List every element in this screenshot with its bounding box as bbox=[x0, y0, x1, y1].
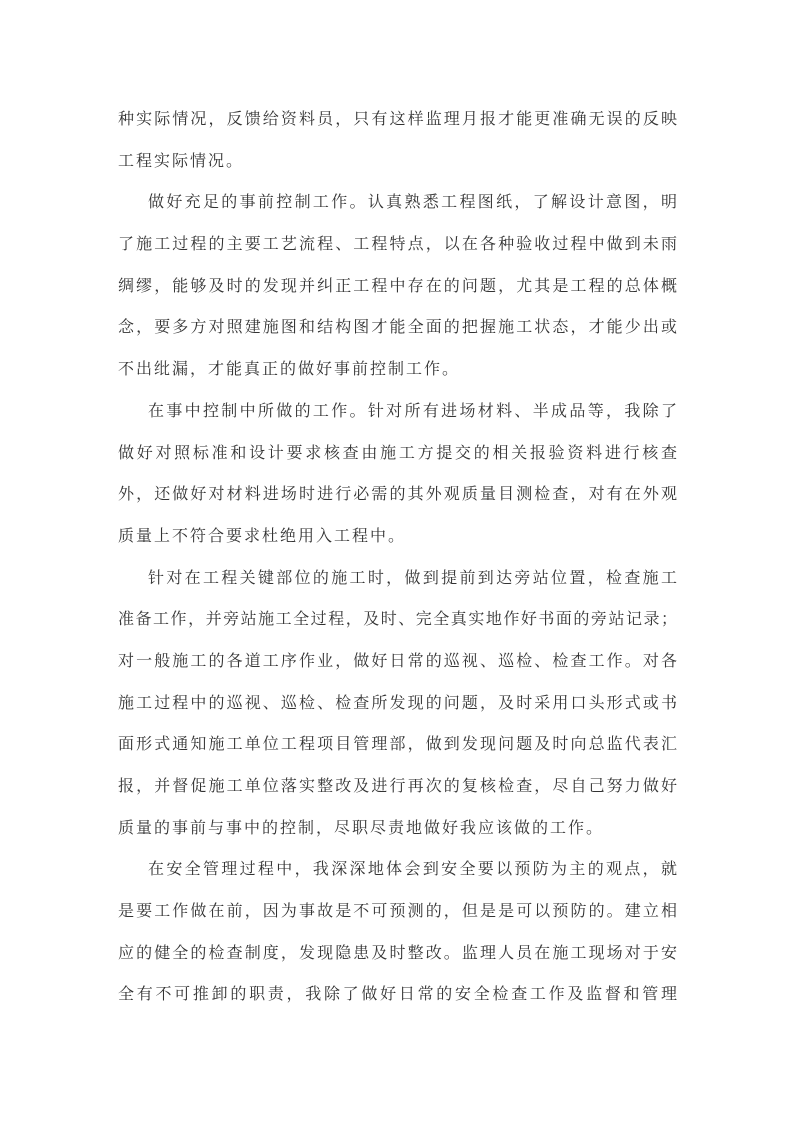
text-line: 对一般施工的各道工序作业，做好日常的巡视、巡检、检查工作。对各 bbox=[118, 650, 677, 670]
text-line: 是要工作做在前，因为事故是不可预测的，但是是可以预防的。建立相 bbox=[118, 901, 677, 921]
body-text bbox=[118, 98, 677, 1015]
text-line: 做好充足的事前控制工作。认真熟悉工程图纸，了解设计意图，明 bbox=[148, 192, 677, 212]
text-line: 质量的事前与事中的控制，尽职尽责地做好我应该做的工作。 bbox=[118, 817, 605, 837]
text-line: 在事中控制中所做的工作。针对所有进场材料、半成品等，我除了 bbox=[148, 400, 677, 420]
text-line: 做好对照标准和设计要求核查由施工方提交的相关报验资料进行核查 bbox=[118, 442, 677, 462]
text-line: 在安全管理过程中，我深深地体会到安全要以预防为主的观点，就 bbox=[148, 859, 677, 879]
text-line: 了施工过程的主要工艺流程、工程特点，以在各种验收过程中做到未雨 bbox=[118, 234, 677, 254]
text-line: 针对在工程关键部位的施工时，做到提前到达旁站位置，检查施工 bbox=[148, 567, 677, 587]
text-line: 面形式通知施工单位工程项目管理部，做到发现问题及时向总监代表汇 bbox=[118, 734, 677, 754]
text-line: 种实际情况，反馈给资料员，只有这样监理月报才能更准确无误的反映 bbox=[118, 109, 677, 128]
text-line: 外，还做好对材料进场时进行必需的其外观质量目测检查，对有在外观 bbox=[118, 484, 677, 504]
text-line: 不出纰漏，才能真正的做好事前控制工作。 bbox=[118, 359, 461, 379]
text-line: 工程实际情况。 bbox=[118, 150, 245, 170]
text-line: 绸缪，能够及时的发现并纠正工程中存在的问题，尤其是工程的总体概 bbox=[118, 275, 677, 295]
paragraph bbox=[118, 98, 677, 181]
paragraph bbox=[118, 848, 677, 1015]
text-line: 全有不可推卸的职责，我除了做好日常的安全检查工作及监督和管理 bbox=[118, 984, 677, 1004]
paragraph bbox=[118, 390, 677, 557]
paragraph bbox=[118, 181, 677, 389]
text-line: 报，并督促施工单位落实整改及进行再次的复核检查，尽自己努力做好 bbox=[118, 776, 677, 795]
text-line: 施工过程中的巡视、巡检、检查所发现的问题，及时采用口头形式或书 bbox=[118, 692, 677, 712]
text-line: 念，要多方对照建施图和结构图才能全面的把握施工状态，才能少出或 bbox=[118, 317, 677, 337]
paragraph bbox=[118, 557, 677, 849]
text-line: 质量上不符合要求杜绝用入工程中。 bbox=[118, 525, 407, 545]
text-line: 准备工作，并旁站施工全过程，及时、完全真实地作好书面的旁站记录； bbox=[118, 609, 677, 629]
text-line: 应的健全的检查制度，发现隐患及时整改。监理人员在施工现场对于安 bbox=[118, 942, 677, 962]
